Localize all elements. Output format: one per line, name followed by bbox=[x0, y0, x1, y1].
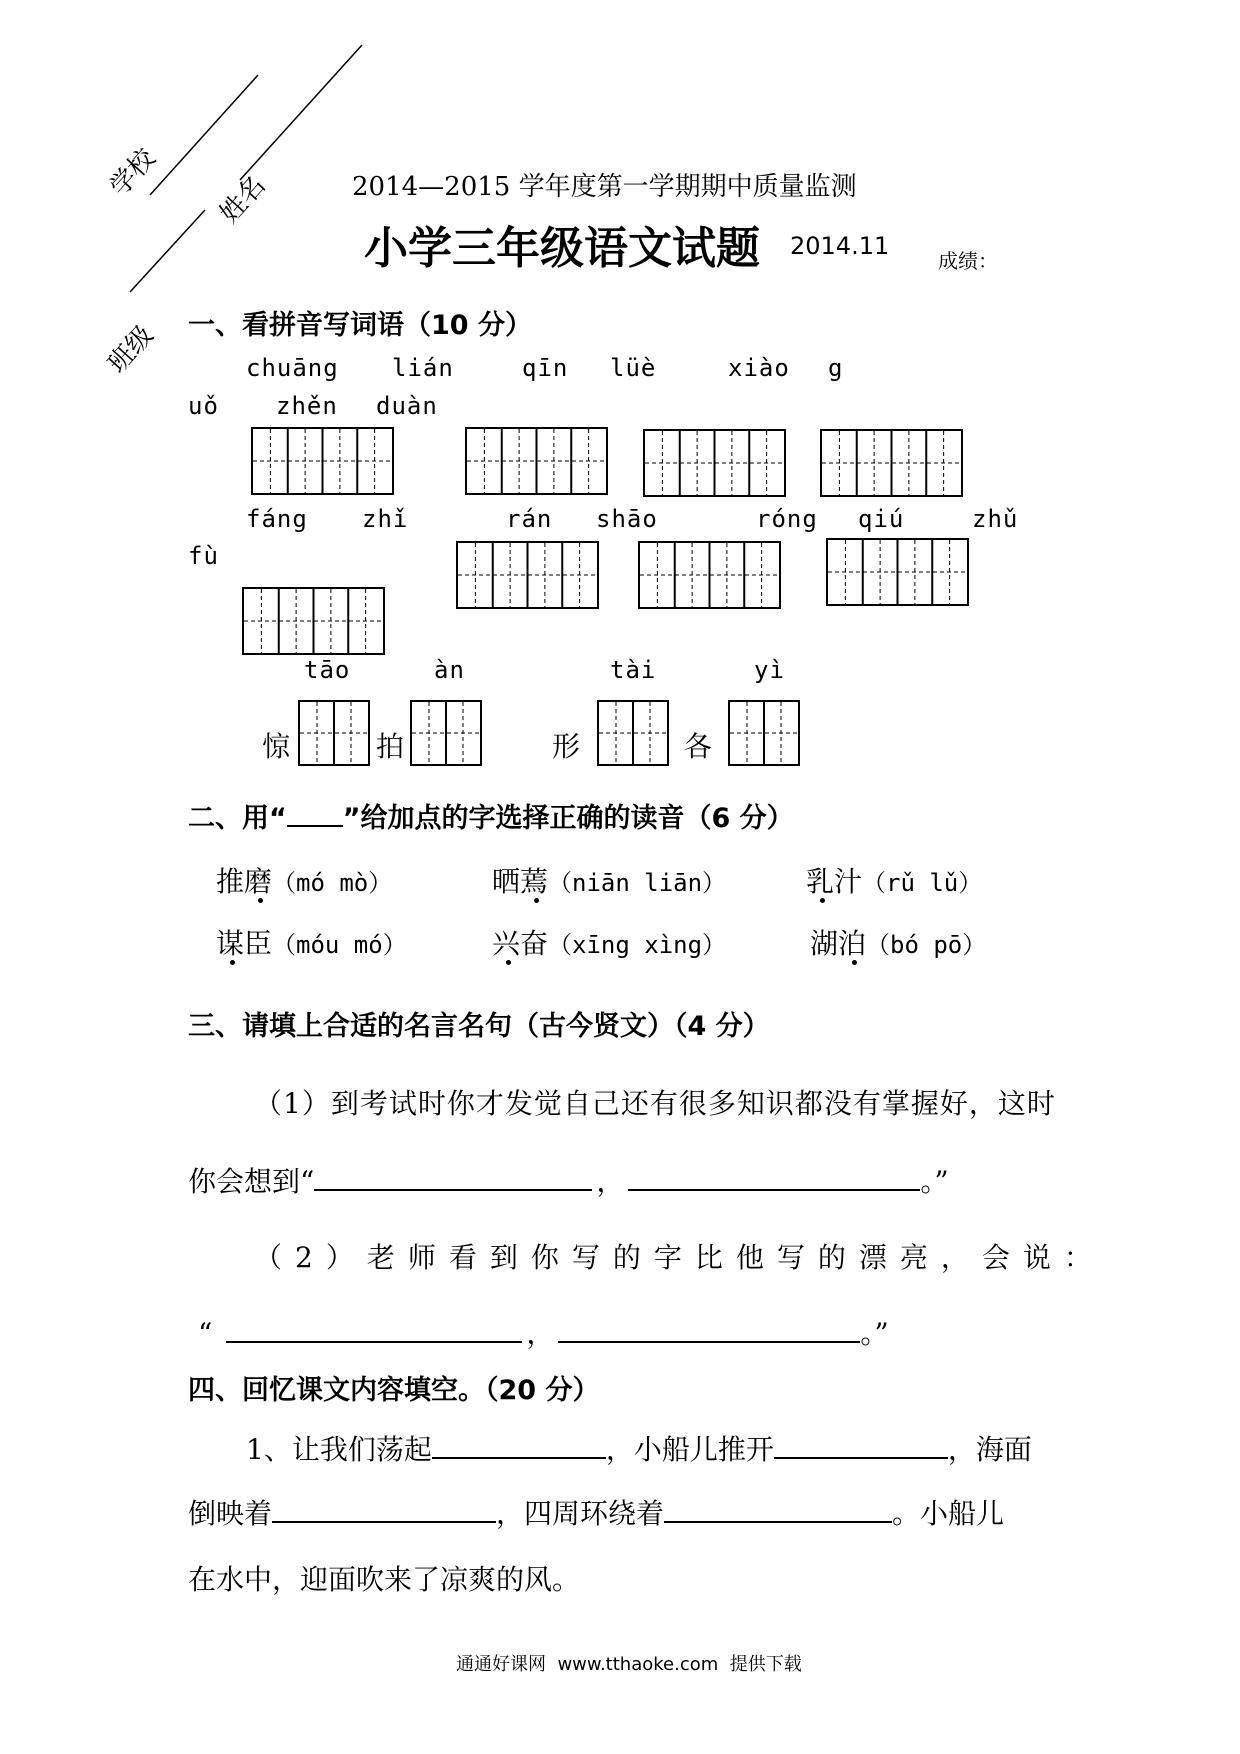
punctuation: ， bbox=[526, 1317, 555, 1350]
emphasis-dot bbox=[506, 960, 511, 965]
pinyin: fù bbox=[188, 542, 219, 570]
emphasis-dot bbox=[534, 898, 539, 903]
name-label: 姓名 bbox=[214, 170, 272, 230]
answer-blank[interactable] bbox=[314, 1163, 592, 1191]
answer-blank[interactable] bbox=[628, 1163, 920, 1191]
question-line bbox=[188, 1492, 1004, 1532]
reading-item bbox=[492, 922, 726, 962]
exam-title: 小学三年级语文试题 bbox=[364, 223, 760, 274]
emphasis-dot bbox=[258, 898, 263, 903]
exam-date: 2014.11 bbox=[790, 232, 890, 260]
given-char: 形 bbox=[552, 730, 581, 763]
answer-grid[interactable] bbox=[456, 541, 599, 609]
answer-grid[interactable] bbox=[643, 429, 786, 497]
question-text: ，四周环绕着 bbox=[496, 1497, 665, 1530]
question-line bbox=[246, 1428, 1032, 1468]
grid-lines bbox=[640, 543, 779, 607]
punctuation: ， bbox=[596, 1165, 625, 1198]
answer-grid[interactable] bbox=[728, 700, 800, 766]
grid-lines bbox=[458, 543, 597, 607]
reading-item bbox=[216, 860, 392, 900]
answer-grid[interactable] bbox=[410, 700, 482, 766]
pinyin: àn bbox=[434, 656, 465, 684]
given-char: 各 bbox=[684, 730, 713, 763]
section1-heading: 一、看拼音写词语（10 分） bbox=[188, 310, 532, 341]
pinyin: tāo bbox=[304, 656, 351, 684]
answer-grid[interactable] bbox=[820, 429, 963, 497]
exam-subtitle: 2014—2015 学年度第一学期期中质量监测 bbox=[352, 172, 857, 202]
question-line bbox=[188, 1160, 949, 1200]
reading-item bbox=[810, 922, 986, 962]
class-label: 班级 bbox=[102, 320, 160, 380]
reading-item bbox=[806, 860, 982, 900]
pinyin: róng bbox=[756, 505, 818, 533]
pinyin: zhǔ bbox=[972, 505, 1019, 533]
section2-heading bbox=[188, 796, 794, 835]
answer-blank[interactable] bbox=[226, 1315, 522, 1343]
question-line bbox=[198, 1312, 889, 1352]
question-text: 1、让我们荡起 bbox=[246, 1433, 432, 1466]
answer-blank[interactable] bbox=[774, 1431, 948, 1459]
question-text: 倒映着 bbox=[188, 1497, 273, 1530]
grid-lines bbox=[253, 429, 392, 493]
emphasis-dot bbox=[230, 960, 235, 965]
answer-blank[interactable] bbox=[272, 1495, 496, 1523]
pinyin: qiú bbox=[858, 505, 905, 533]
answer-blank[interactable] bbox=[558, 1315, 860, 1343]
underline-sample bbox=[287, 799, 343, 827]
grid-lines bbox=[300, 702, 368, 764]
answer-grid[interactable] bbox=[298, 700, 370, 766]
pinyin: zhǐ bbox=[362, 505, 409, 533]
pinyin: duàn bbox=[376, 392, 438, 420]
question-text: （2）老师看到你写的字比他写的漂亮，会说： bbox=[254, 1241, 1105, 1274]
emphasis-dot bbox=[820, 898, 825, 903]
answer-grid[interactable] bbox=[242, 587, 385, 655]
answer-grid[interactable] bbox=[638, 541, 781, 609]
question-text: ，小船儿推开 bbox=[605, 1433, 774, 1466]
reading-word: 兴奋 bbox=[492, 927, 549, 960]
pinyin: g bbox=[828, 354, 844, 382]
grid-lines bbox=[412, 702, 480, 764]
reading-options: （rǔ lǔ） bbox=[862, 869, 983, 897]
pinyin: yì bbox=[754, 656, 785, 684]
pinyin: uǒ bbox=[188, 392, 219, 420]
pinyin: chuāng bbox=[246, 354, 339, 382]
reading-word: 谋臣 bbox=[216, 927, 273, 960]
grid-lines bbox=[244, 589, 383, 653]
punctuation: 。” bbox=[860, 1317, 889, 1350]
reading-item bbox=[492, 860, 726, 900]
section3-heading: 三、请填上合适的名言名句（古今贤文）（4 分） bbox=[188, 1011, 770, 1042]
reading-word: 推磨 bbox=[216, 865, 273, 898]
section2-heading-post: ”给加点的字选择正确的读音（6 分） bbox=[342, 803, 794, 834]
grid-lines bbox=[645, 431, 784, 495]
pinyin: xiào bbox=[728, 354, 790, 382]
reading-options: （niān liān） bbox=[548, 869, 727, 897]
grid-lines bbox=[828, 540, 967, 604]
reading-options: （bó pō） bbox=[866, 931, 987, 959]
grid-lines bbox=[730, 702, 798, 764]
answer-grid[interactable] bbox=[826, 538, 969, 606]
reading-options: （móu mó） bbox=[272, 931, 407, 959]
pinyin: lüè bbox=[610, 354, 657, 382]
reading-options: （mó mò） bbox=[272, 869, 393, 897]
answer-blank[interactable] bbox=[432, 1431, 606, 1459]
punctuation: 。” bbox=[920, 1165, 949, 1198]
reading-word: 湖泊 bbox=[810, 927, 867, 960]
pinyin: lián bbox=[392, 354, 454, 382]
pinyin: rán bbox=[506, 505, 553, 533]
question-text: ，海面 bbox=[947, 1433, 1032, 1466]
pinyin: zhěn bbox=[276, 392, 338, 420]
question-text: 你会想到“ bbox=[188, 1165, 315, 1198]
reading-word: 乳汁 bbox=[806, 865, 863, 898]
answer-grid[interactable] bbox=[251, 427, 394, 495]
grid-lines bbox=[467, 429, 606, 493]
score-label: 成绩： bbox=[938, 249, 998, 273]
grid-lines bbox=[599, 702, 667, 764]
pinyin: qīn bbox=[522, 354, 569, 382]
answer-blank[interactable] bbox=[664, 1495, 892, 1523]
pinyin: shāo bbox=[596, 505, 658, 533]
punctuation: “ bbox=[198, 1317, 213, 1350]
section4-heading: 四、回忆课文内容填空。（20 分） bbox=[188, 1375, 600, 1406]
answer-grid[interactable] bbox=[465, 427, 608, 495]
footer-text: 通通好课网 www.tthaoke.com 提供下载 bbox=[456, 1654, 802, 1675]
question-text: （1）到考试时你才发觉自己还有很多知识都没有掌握好，这时 bbox=[254, 1087, 1056, 1120]
grid-lines bbox=[822, 431, 961, 495]
emphasis-dot bbox=[852, 960, 857, 965]
pinyin: tài bbox=[610, 656, 657, 684]
reading-word: 晒蔫 bbox=[492, 865, 549, 898]
school-label: 学校 bbox=[104, 143, 162, 203]
section2-heading-pre: 二、用“ bbox=[188, 803, 287, 834]
question-text: 在水中，迎面吹来了凉爽的风。 bbox=[188, 1563, 581, 1596]
reading-item bbox=[216, 922, 407, 962]
pinyin: fáng bbox=[246, 505, 308, 533]
answer-grid[interactable] bbox=[597, 700, 669, 766]
reading-options: （xīng xìng） bbox=[548, 931, 727, 959]
question-text: 。小船儿 bbox=[892, 1497, 1005, 1530]
given-char: 拍 bbox=[376, 730, 405, 763]
given-char: 惊 bbox=[262, 730, 291, 763]
